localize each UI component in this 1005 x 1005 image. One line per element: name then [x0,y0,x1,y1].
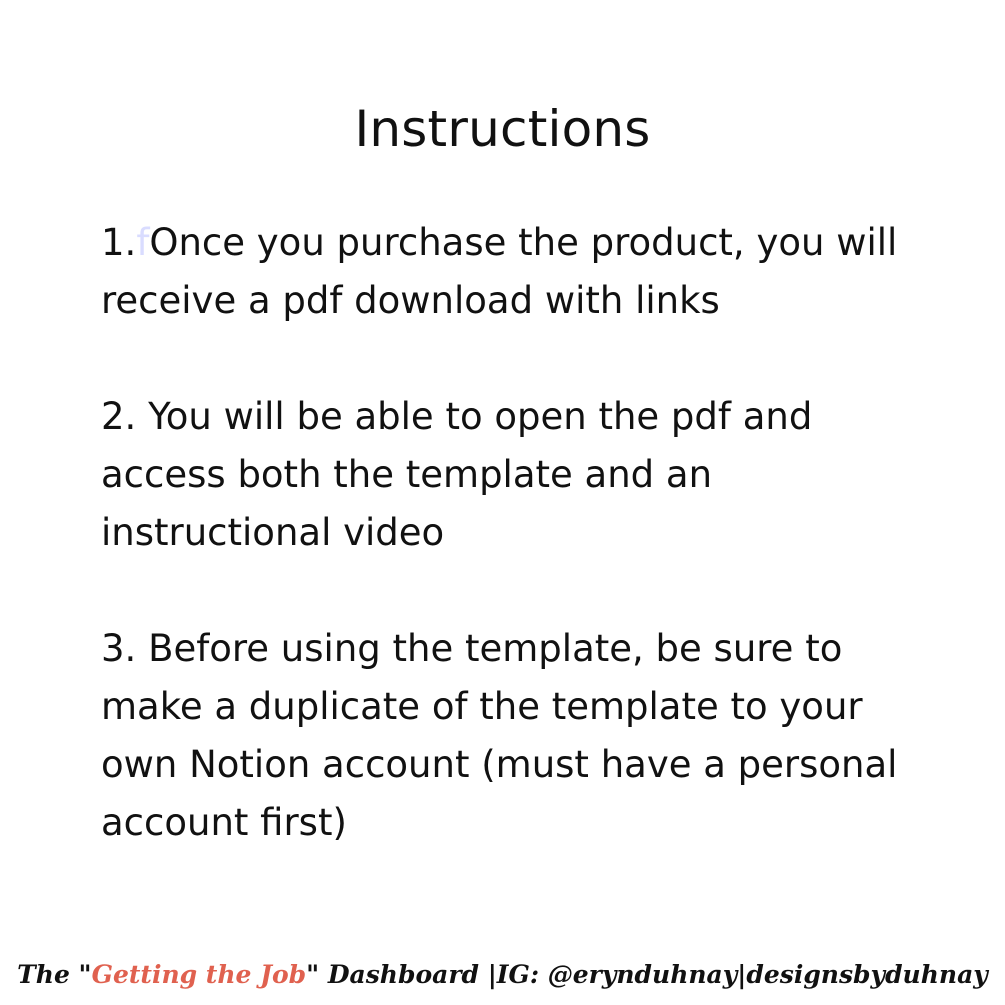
step-2-number: 2. [101,395,137,438]
footer-credit [0,960,1005,990]
step-3-text: Before using the template, be sure to make a duplicate of the template to your own Notion account (must have a personal account first) [101,627,898,844]
step-1-stray-char: f [136,221,150,264]
steps-list [101,214,931,910]
step-3-number: 3. [101,627,137,670]
step-2 [101,388,931,562]
step-3 [101,620,931,852]
step-1-text: Once you purchase the product, you will receive a pdf download with links [101,221,898,322]
footer-highlight: Getting the Job [91,960,307,989]
page-title: Instructions [354,100,651,158]
step-2-text: You will be able to open the pdf and access both the template and an instructional video [101,395,813,554]
footer-suffix: " Dashboard |IG: @erynduhnay|designsbyduhnay [306,960,988,989]
step-1-number: 1. [101,221,137,264]
step-1 [101,214,931,330]
footer-prefix: The " [17,960,92,989]
